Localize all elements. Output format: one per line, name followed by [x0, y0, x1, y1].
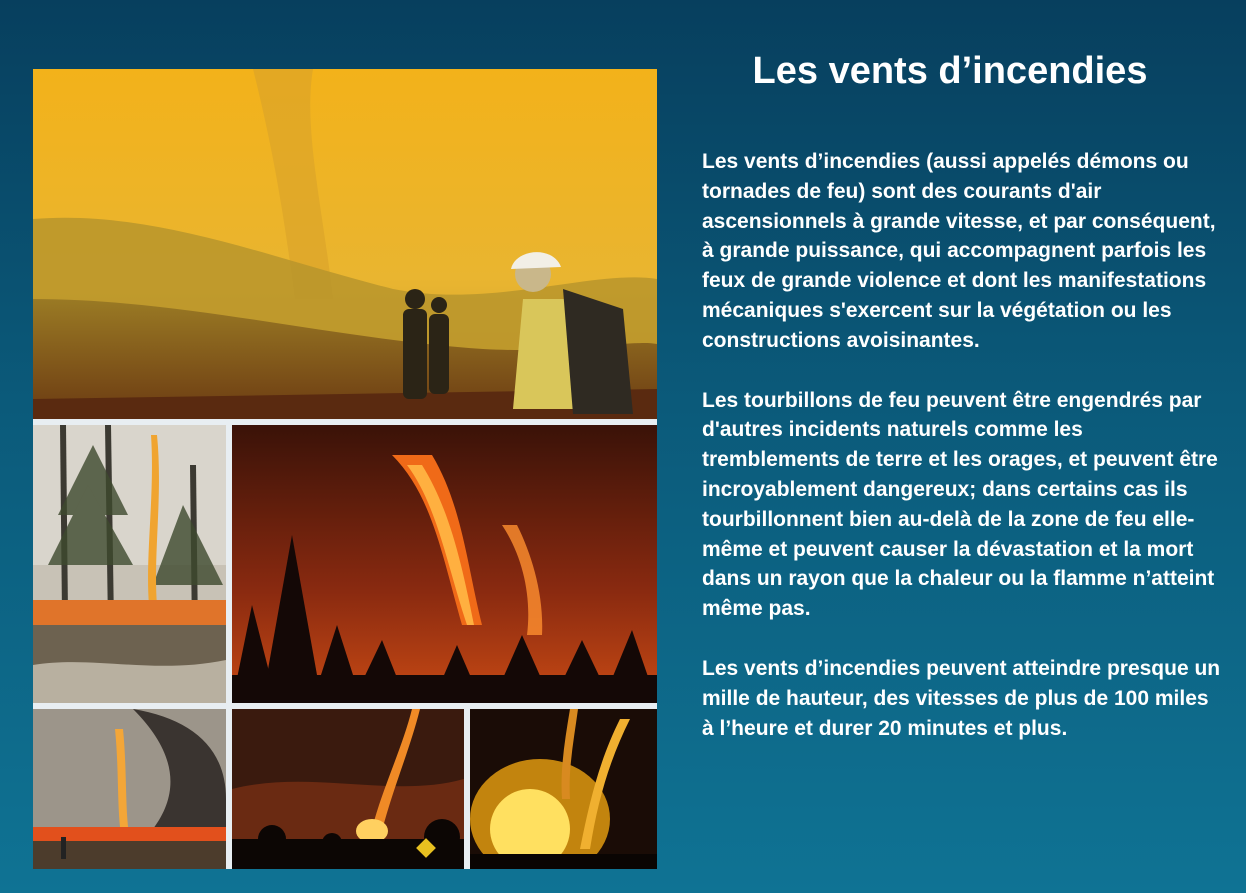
photo-collage: [33, 69, 657, 869]
roadside-fire-whirl-photo: [232, 709, 464, 869]
paragraph-definition: Les vents d’incendies (aussi appelés démons ou tornades de feu) sont des courants d'air ascensionnels à grande vitesse, et par conséquent, à grande puissance, qui accompagnent parfois les feux de grande violence et dont les manifestations mécaniques s'exercent sur la végétation ou les constructions avoisinantes.: [702, 150, 1216, 352]
night-fire-tornado-photo: [232, 425, 657, 703]
paragraph-scale: Les vents d’incendies peuvent atteindre presque un mille de hauteur, des vitesses de plus de 100 miles à l’heure et durer 20 minutes et plus.: [702, 656, 1221, 740]
field-fire-whirl-photo: [33, 709, 226, 869]
paragraph-causes: Les tourbillons de feu peuvent être engendrés par d'autres incidents naturels comme les tremblements de terre et les orages, et peuvent être incroyablement dangereux; dans certains cas ils tourbillonnent bien au-delà de la zone de feu elle-même et peuvent causer la dévastation et la mort dans un rayon que la chaleur ou la flamme n’atteint même pas.: [702, 388, 1218, 621]
forest-fire-whirl-photo: [33, 425, 226, 703]
slide-title: Les vents d’incendies: [752, 50, 1148, 92]
firefighters-photo: [33, 69, 657, 419]
slide-body: [702, 147, 1222, 773]
night-blaze-photo: [470, 709, 657, 869]
